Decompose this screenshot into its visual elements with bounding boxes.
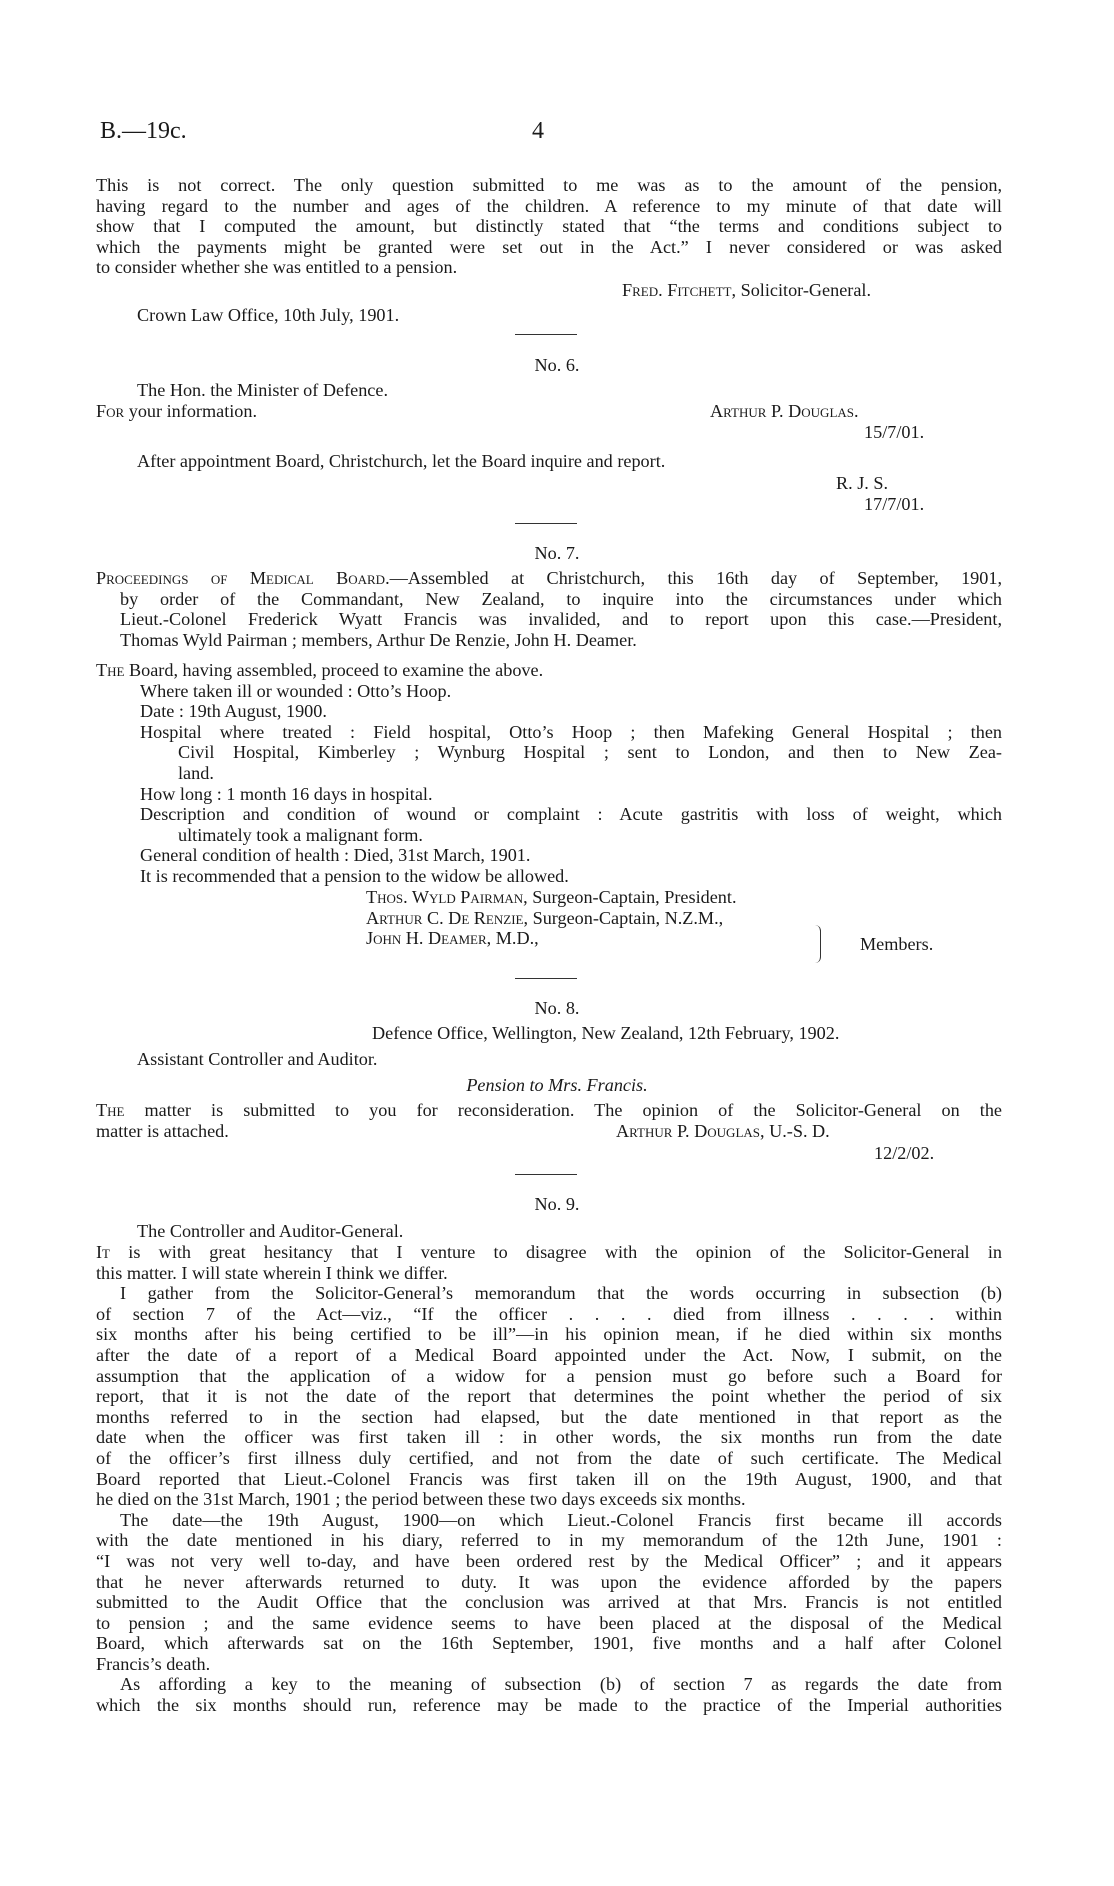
finding-general: General condition of health : Died, 31st March, 1901. — [140, 845, 531, 866]
intro-line: which the payments might be granted were set out in the Act.” I never considered or was asked — [96, 236, 1002, 257]
section-heading-no7: No. 7. — [534, 543, 580, 563]
paragraph-line: report, that it is not the date of the report that determines the point whether the period of six — [96, 1386, 1002, 1407]
no6-sign-date: 15/7/01. — [864, 422, 925, 442]
no6-signature: Arthur P. Douglas. — [710, 401, 859, 421]
paragraph-line: six months after his being certified to be ill”—in his opinion mean, if he died within six months — [96, 1324, 1002, 1345]
no6-addressee: The Hon. the Minister of Defence. — [137, 380, 389, 400]
intro-line: to consider whether she was entitled to a pension. — [96, 257, 458, 278]
paragraph-line: submitted to the Audit Office that the conclusion was arrived at that Mrs. Francis is not entitled — [96, 1592, 1002, 1613]
finding-hospital: Civil Hospital, Kimberley ; Wynburg Hospital ; sent to London, and then to New Zea- — [178, 742, 1002, 763]
finding-recommendation: It is recommended that a pension to the widow be allowed. — [140, 865, 569, 886]
no6-minute: After appointment Board, Christchurch, let the Board inquire and report. — [137, 451, 666, 471]
signature-title: , Solicitor-General. — [731, 280, 872, 300]
section-divider — [515, 523, 577, 524]
finding-description: ultimately took a malignant form. — [178, 824, 423, 845]
paragraph-line: he died on the 31st March, 1901 ; the period between these two days exceeds six months. — [96, 1489, 746, 1510]
section-heading-no8: No. 8. — [534, 998, 580, 1018]
proceedings-paragraph: Proceedings of Medical Board.—Assembled at Christchurch, this 16th day of September, 1901, by order of the Commandant, New Zealand, to inquire into the circumstances under which Lieut.-Colonel Frederick Wyatt Francis was invalided, and to report upon this case.—President, Thomas Wyld Pairman ; members, Arthur De Renzie, John H. Deamer. — [96, 568, 1002, 650]
intro-line: show that I computed the amount, but distinctly stated that “the terms and conditions subject to — [96, 216, 1002, 237]
finding-date: Date : 19th August, 1900. — [140, 701, 327, 722]
paragraph-line: Board reported that Lieut.-Colonel Francis was first taken ill on the 19th August, 1900, and that — [96, 1468, 1002, 1489]
members-label: Members. — [860, 934, 934, 954]
paragraph-line: date when the officer was first taken ill : in other words, the six months run from the date — [96, 1427, 1002, 1448]
paragraph-line: of section 7 of the Act—viz., “If the officer . . . . died from illness . . . . within — [96, 1303, 1002, 1324]
section-heading-no6: No. 6. — [534, 355, 580, 375]
no6-minute-date: 17/7/01. — [864, 494, 925, 514]
no8-text: The matter is submitted to you for reconsideration. The opinion of the Solicitor-General on the matter is attached. — [96, 1100, 1002, 1141]
proceedings-caption: Proceedings of Medical Board. — [96, 568, 390, 588]
paragraph-line: that he never afterwards returned to duty. It was upon the evidence afforded by the papers — [96, 1571, 1002, 1592]
proceedings-line: Thomas Wyld Pairman ; members, Arthur De Renzie, John H. Deamer. — [120, 629, 637, 650]
proceedings-line: by order of the Commandant, New Zealand, to inquire into the circumstances under which — [120, 588, 1002, 609]
intro-line: having regard to the number and ages of the children. A reference to my minute of that date will — [96, 195, 1002, 216]
document-reference: B.—19c. — [100, 118, 187, 144]
paragraph-line: “I was not very well to-day, and have been ordered rest by the Medical Officer” ; and it appears — [96, 1550, 1002, 1571]
finding-description: Description and condition of wound or complaint : Acute gastritis with loss of weight, which — [140, 804, 1002, 825]
finding-where: Where taken ill or wounded : Otto’s Hoop. — [140, 680, 452, 701]
signature-name: Fred. Fitchett — [622, 280, 732, 300]
paragraph-line: The date—the 19th August, 1900—on which Lieut.-Colonel Francis first became ill accords — [120, 1509, 1002, 1530]
no8-subject: Pension to Mrs. Francis. — [466, 1075, 648, 1095]
paragraph-line: to pension ; and the same evidence seems to have been placed at the disposal of the Medical — [96, 1612, 1002, 1633]
section-divider — [515, 978, 577, 979]
no8-signature: Arthur P. Douglas, U.-S. D. — [616, 1121, 830, 1141]
intro-paragraph — [96, 175, 1002, 278]
no9-body: It is with great hesitancy that I venture to disagree with the opinion of the Solicitor-General in this matter. I will state wherein I think we differ. I gather from the Solicitor-General’s memorandum that the words occurring in subsection (b) of section 7 of the Act—viz., “If the officer . . . . died from illness . . . . within six months after his being certified to be ill”—in his opinion mean, if he died within six months after the date of a report of a Medical Board appointed under the Act. Now, I submit, on the assumption that the application of a widow for a pension must go before such a Board for report, that it is not the date of the report that determines the point whether the period of six months referred to in the section had elapsed, but the date mentioned in that report as the date when the officer was first taken ill : in other words, the six months run from the date of the officer’s first illness duly certified, and not from the date of such certificate. The Medical Board reported that Lieut.-Colonel Francis was first taken ill on the 19th August, 1900, and that he died on the 31st March, 1901 ; the period between these two days exceeds six months. The date—the 19th August, 1900—on which Lieut.-Colonel Francis first became ill accords with the date mentioned in his diary, referred to in my memorandum of the 12th June, 1901 : “I was not very well to-day, and have been ordered rest by the Medical Officer” ; and it appears that he never afterwards returned to duty. It was upon the evidence afforded by the papers submitted to the Audit Office that the conclusion was arrived at that Mrs. Francis is not entitled to pension ; and the same evidence seems to have been placed at the disposal of the Medical Board, which afterwards sat on the 16th September, 1901, five months and a half after Colonel Francis’s death. As affording a key to the meaning of subsection (b) of section 7 as regards the date from which the six months should run, reference may be made to the practice of the Imperial authorities — [96, 1242, 1002, 1716]
paragraph-line: As affording a key to the meaning of subsection (b) of section 7 as regards the date from — [120, 1674, 1002, 1695]
section-heading-no9: No. 9. — [534, 1194, 580, 1214]
paragraph-line: assumption that the application of a widow for a pension must go before such a Board for — [96, 1365, 1002, 1386]
paragraph-line: months referred to in the section had elapsed, but the date mentioned in that report as the — [96, 1406, 1002, 1427]
no8-addressee: Assistant Controller and Auditor. — [137, 1049, 378, 1069]
paragraph-line: Francis’s death. — [96, 1653, 211, 1674]
proceedings-line: Lieut.-Colonel Frederick Wyatt Francis was invalided, and to report upon this case.—President, — [120, 609, 1002, 630]
paragraph-line: after the date of a report of a Medical Board appointed under the Act. Now, I submit, on the — [96, 1344, 1002, 1365]
solicitor-general-signature — [622, 280, 871, 301]
paragraph-line: which the six months should run, reference may be made to the practice of the Imperial authorities — [96, 1695, 1002, 1716]
office-date: Crown Law Office, 10th July, 1901. — [137, 305, 400, 325]
no6-initials: R. J. S. — [836, 473, 889, 493]
board-signatures: Thos. Wyld Pairman, Surgeon-Captain, President. Arthur C. De Renzie, Surgeon-Captain, N.Z.M., John H. Deamer, M.D., — [366, 887, 737, 949]
no8-sign-date: 12/2/02. — [874, 1143, 935, 1163]
intro-line: This is not correct. The only question submitted to me was as to the amount of the pension, — [96, 175, 1002, 195]
page-number: 4 — [532, 118, 544, 144]
no6-text: For your information. — [96, 401, 258, 421]
paragraph-line: I gather from the Solicitor-General’s memorandum that the words occurring in subsection (b) — [120, 1283, 1002, 1304]
board-findings: The Board, having assembled, proceed to examine the above. Where taken ill or wounded : Otto’s Hoop. Date : 19th August, 1900. Hospital where treated : Field hospital, Otto’s Hoop ; then Mafeking General Hospital ; then Civil Hospital, Kimberley ; Wynburg Hospital ; sent to London, and then to New Zea- land. How long : 1 month 16 days in hospital. Description and condition of wound or complaint : Acute gastritis with loss of weight, which ultimately took a malignant form. General condition of health : Died, 31st March, 1901. It is recommended that a pension to the widow be allowed. — [96, 660, 1002, 886]
paragraph-line: with the date mentioned in his diary, referred to in my memorandum of the 12th June, 1901 : — [96, 1530, 1002, 1551]
no8-place-date: Defence Office, Wellington, New Zealand, 12th February, 1902. — [372, 1023, 840, 1043]
paragraph-line: Board, which afterwards sat on the 16th September, 1901, five months and a half after Colonel — [96, 1633, 1002, 1654]
section-divider — [515, 1174, 577, 1175]
finding-how-long: How long : 1 month 16 days in hospital. — [140, 783, 433, 804]
paragraph-line: of the officer’s first illness duly certified, and not from the date of such certificate. The Medical — [96, 1447, 1002, 1468]
members-brace — [814, 925, 821, 963]
section-divider — [515, 334, 577, 335]
finding-hospital: Hospital where treated : Field hospital, Otto’s Hoop ; then Mafeking General Hospital ; then — [140, 721, 1002, 742]
finding-hospital: land. — [178, 762, 214, 783]
no9-addressee: The Controller and Auditor-General. — [137, 1221, 404, 1241]
